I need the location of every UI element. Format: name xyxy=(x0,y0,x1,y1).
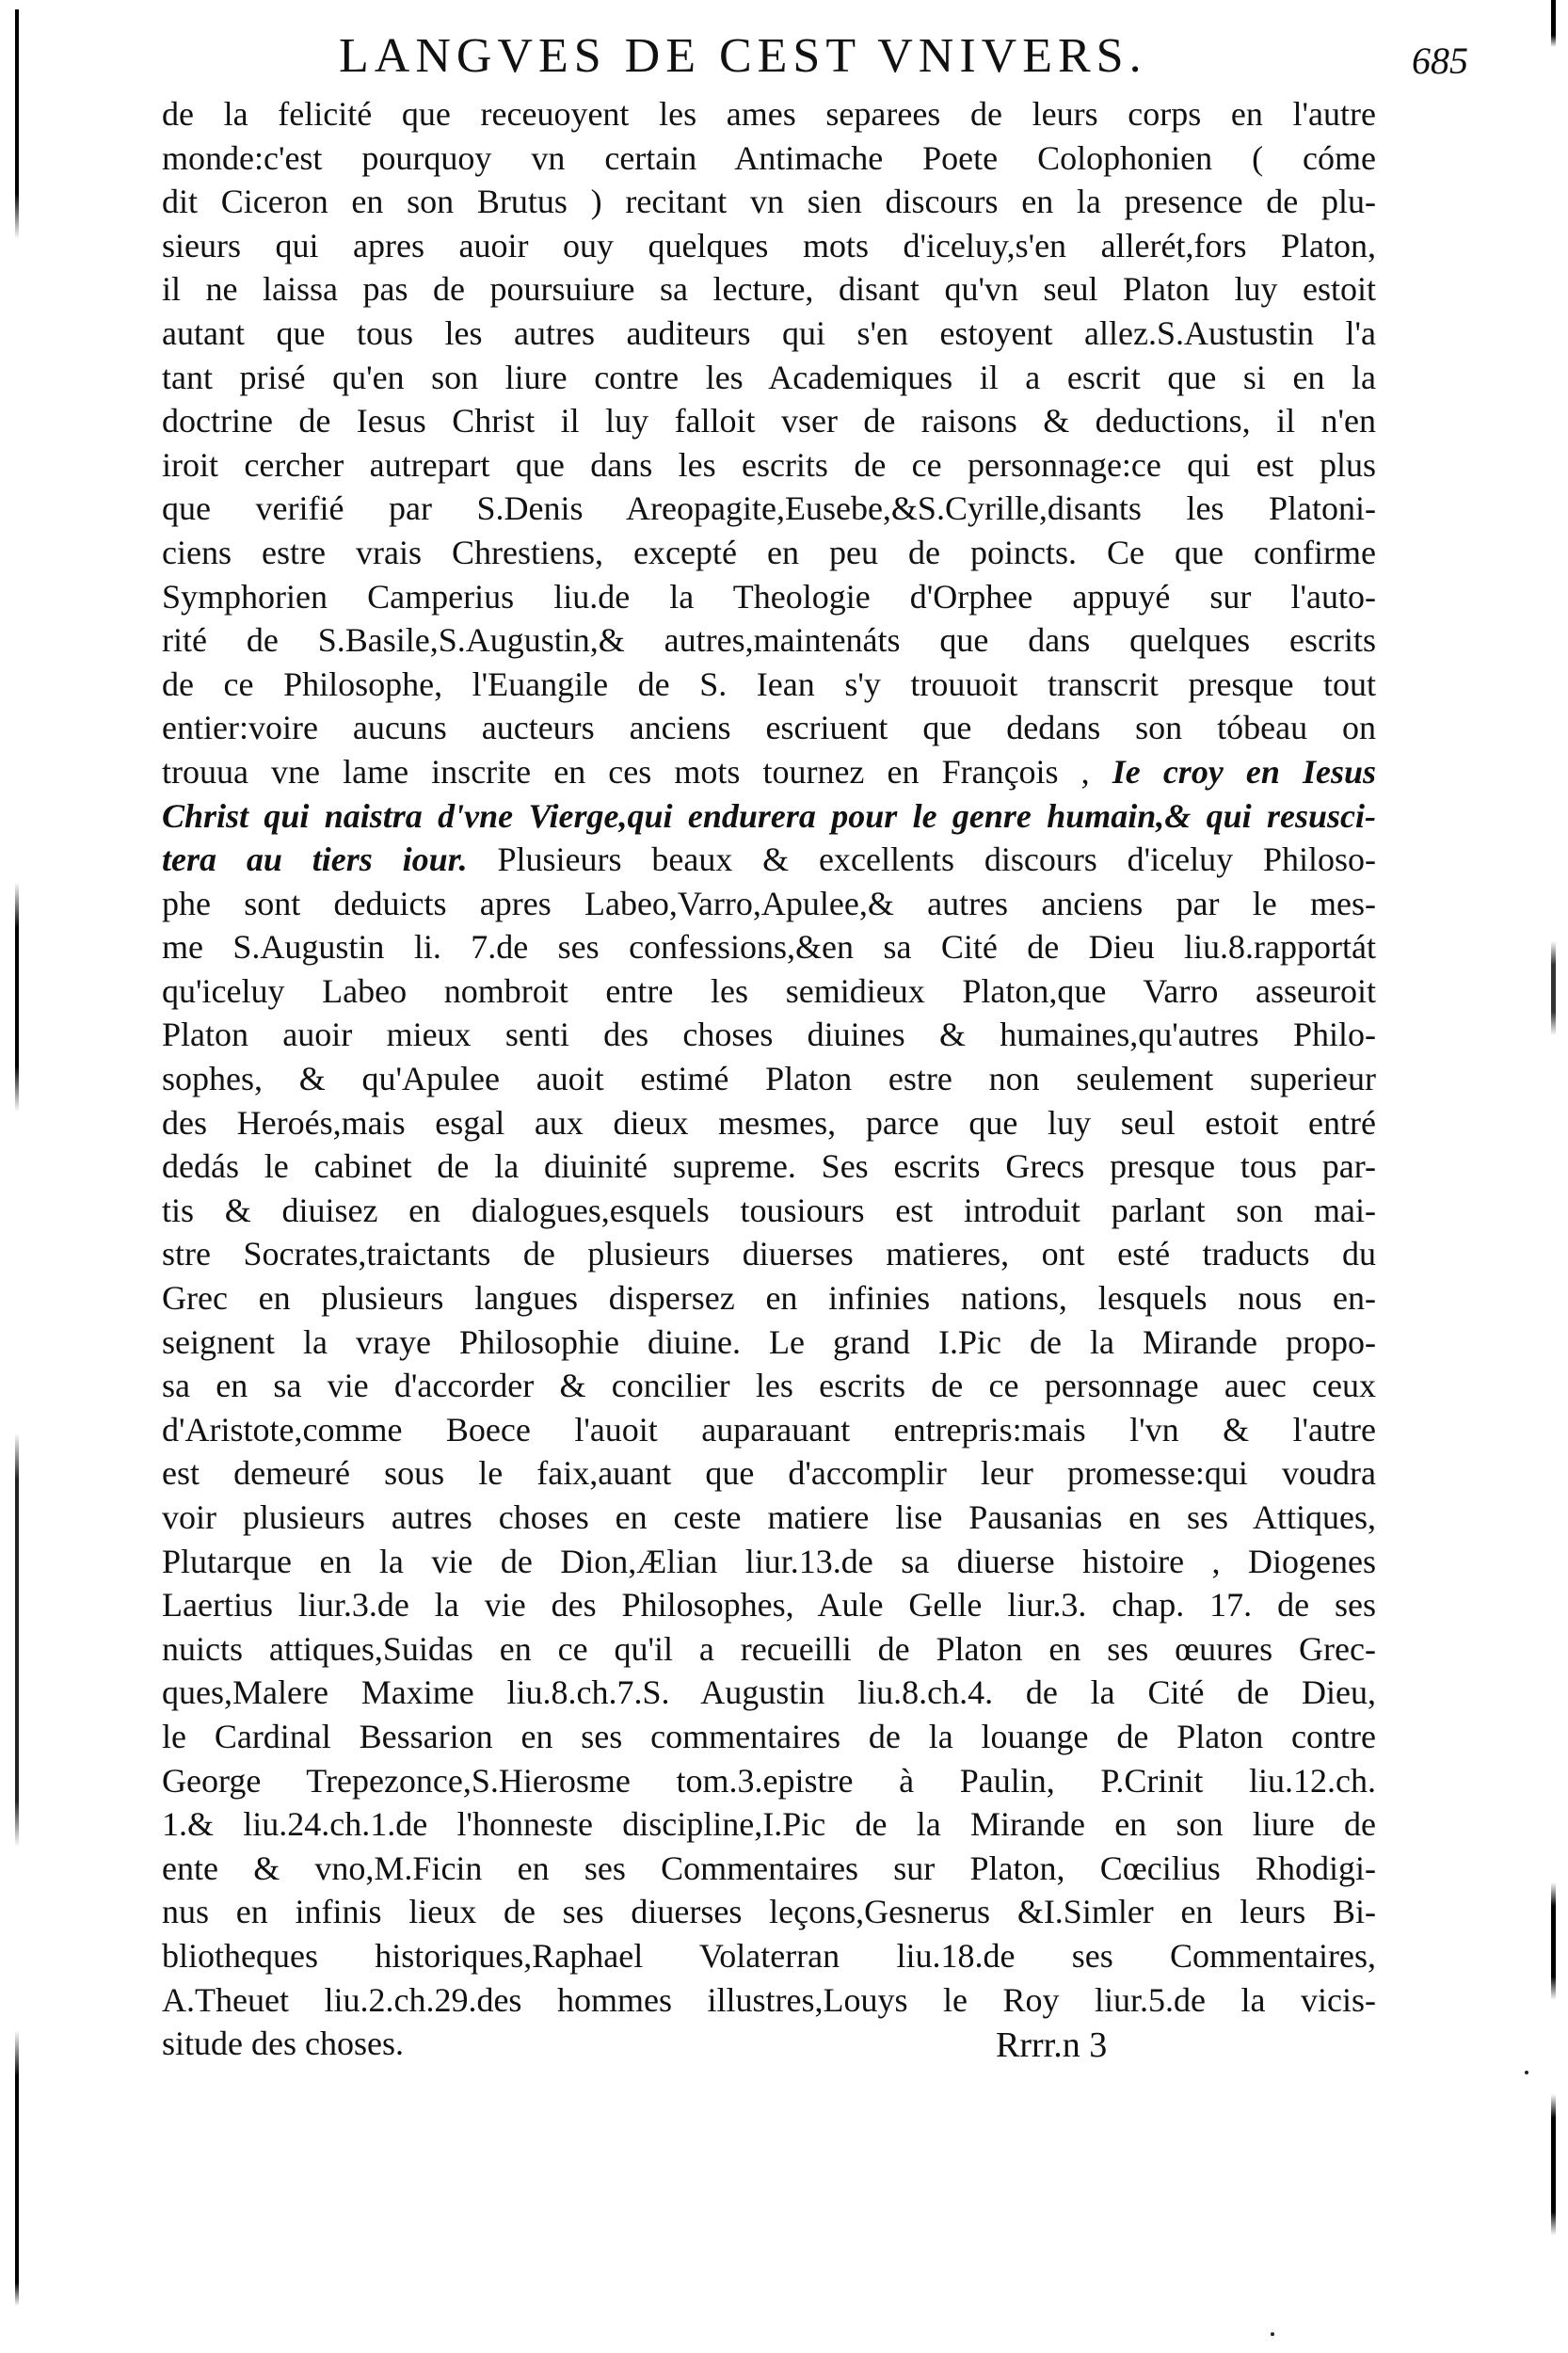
text-line xyxy=(162,794,1376,839)
text-segment: d'Aristote,comme Boece l'auoit auparauant entrepris:mais l'vn & l'autre xyxy=(162,1410,1376,1449)
text-line xyxy=(162,969,1376,1014)
text-segment: Plutarque en la vie de Dion,Ælian liur.13.de sa diuerse histoire , Diogenes xyxy=(162,1542,1376,1580)
text-line xyxy=(162,2022,1376,2066)
text-segment: de ce Philosophe, l'Euangile de S. Iean s'y trouuoit transcrit presque tout xyxy=(162,664,1376,703)
text-line xyxy=(162,618,1376,663)
text-segment: entier:voire aucuns aucteurs anciens escriuent que dedans son tóbeau on xyxy=(162,709,1376,747)
text-segment: Laertius liur.3.de la vie des Philosophes, Aule Gelle liur.3. chap. 17. de ses xyxy=(162,1586,1376,1625)
signature-mark: Rrrr.n 3 xyxy=(996,2025,1108,2065)
text-line xyxy=(162,882,1376,926)
text-line xyxy=(162,1408,1376,1452)
text-segment: seignent la vraye Philosophie diuine. Le grand I.Pic de la Mirande propo- xyxy=(162,1322,1376,1361)
text-line xyxy=(162,1890,1376,1934)
text-line xyxy=(162,92,1376,136)
text-line xyxy=(162,180,1376,224)
text-segment: tant prisé qu'en son liure contre les Academiques il a escrit que si en la xyxy=(162,358,1376,396)
text-line xyxy=(162,1802,1376,1847)
text-segment: ente & vno,M.Ficin en ses Commentaires sur Platon, Cœcilius Rhodigi- xyxy=(162,1849,1376,1887)
text-segment: 1.& liu.24.ch.1.de l'honneste discipline,I.Pic de la Mirande en son liure de xyxy=(162,1805,1376,1844)
ink-speck xyxy=(1525,2071,1528,2074)
italic-quotation: Ie croy en Iesus xyxy=(1112,752,1377,791)
text-line xyxy=(162,1276,1376,1321)
text-segment: sophes, & qu'Apulee auoit estimé Platon estre non seulement superieur xyxy=(162,1060,1376,1098)
text-segment: Symphorien Camperius liu.de la Theologie d'Orphee appuyé sur l'auto- xyxy=(162,577,1376,616)
text-segment: il ne laissa pas de poursuiure sa lecture, disant qu'vn seul Platon luy estoit xyxy=(162,270,1376,309)
ink-speck xyxy=(1271,2332,1274,2336)
text-line xyxy=(162,750,1376,794)
text-line xyxy=(162,706,1376,750)
text-line xyxy=(162,1627,1376,1672)
body-text xyxy=(162,92,1376,2066)
text-line xyxy=(162,575,1376,619)
text-segment: doctrine de Iesus Christ il luy falloit vser de raisons & deductions, il n'en xyxy=(162,402,1376,440)
text-segment: autant que tous les autres auditeurs qui s'en estoyent allez.S.Austustin l'a xyxy=(162,313,1376,352)
text-line xyxy=(162,1540,1376,1584)
text-line xyxy=(162,1013,1376,1057)
text-line xyxy=(162,1759,1376,1803)
text-segment: A.Theuet liu.2.ch.29.des hommes illustres,Louys le Roy liur.5.de la vicis- xyxy=(162,1980,1376,2019)
text-segment: nus en infinis lieux de ses diuerses leçons,Gesnerus &I.Simler en leurs Bi- xyxy=(162,1893,1376,1931)
text-line xyxy=(162,1496,1376,1540)
text-segment: iroit cercher autrepart que dans les escrits de ce personnage:ce qui est plus xyxy=(162,445,1376,484)
text-line xyxy=(162,1321,1376,1365)
text-line xyxy=(162,356,1376,400)
text-line xyxy=(162,1144,1376,1189)
text-segment: nuicts attiques,Suidas en ce qu'il a recueilli de Platon en ses œuures Grec- xyxy=(162,1629,1376,1668)
text-segment: Platon auoir mieux senti des choses diuines & humaines,qu'autres Philo- xyxy=(162,1016,1376,1054)
text-segment: stre Socrates,traictants de plusieurs diuerses matieres, ont esté traducts du xyxy=(162,1235,1376,1273)
text-segment: Plusieurs beaux & excellents discours d'iceluy Philoso- xyxy=(467,840,1377,879)
text-segment: de la felicité que receuoyent les ames separees de leurs corps en l'autre xyxy=(162,95,1376,133)
text-segment: dit Ciceron en son Brutus ) recitant vn sien discours en la presence de plu- xyxy=(162,183,1376,221)
text-line xyxy=(162,443,1376,488)
text-line xyxy=(162,1583,1376,1627)
text-line xyxy=(162,1934,1376,1978)
gutter-shadow xyxy=(15,9,19,2306)
page-edge-shadow xyxy=(1551,0,1556,2353)
text-line xyxy=(162,838,1376,882)
text-segment: sa en sa vie d'accorder & concilier les escrits de ce personnage auec ceux xyxy=(162,1367,1376,1405)
italic-quotation: tera au tiers iour. xyxy=(162,840,468,879)
running-head: LANGVES DE CEST VNIVERS. xyxy=(339,29,1147,83)
text-segment: qu'iceluy Labeo nombroit entre les semidieux Platon,que Varro asseuroit xyxy=(162,971,1376,1010)
text-line xyxy=(162,1847,1376,1891)
text-segment: phe sont deduicts apres Labeo,Varro,Apulee,& autres anciens par le mes- xyxy=(162,884,1376,922)
text-line xyxy=(162,312,1376,356)
text-line xyxy=(162,1671,1376,1715)
text-segment: voir plusieurs autres choses en ceste matiere lise Pausanias en ses Attiques, xyxy=(162,1498,1376,1536)
text-segment: tis & diuisez en dialogues,esquels tousiours est introduit parlant son mai- xyxy=(162,1191,1376,1229)
text-line xyxy=(162,925,1376,969)
text-segment: trouua vne lame inscrite en ces mots tournez en François , xyxy=(162,752,1112,791)
text-segment: Grec en plusieurs langues dispersez en infinies nations, lesquels nous en- xyxy=(162,1279,1376,1318)
text-segment: ques,Malere Maxime liu.8.ch.7.S. Augustin liu.8.ch.4. de la Cité de Dieu, xyxy=(162,1673,1376,1712)
text-segment: sieurs qui apres auoir ouy quelques mots d'iceluy,s'en allerét,fors Platon, xyxy=(162,226,1376,264)
text-line xyxy=(162,531,1376,575)
text-segment: est demeuré sous le faix,auant que d'accomplir leur promesse:qui voudra xyxy=(162,1454,1376,1493)
text-line xyxy=(162,136,1376,181)
text-segment: rité de S.Basile,S.Augustin,& autres,maintenáts que dans quelques escrits xyxy=(162,621,1376,660)
text-line xyxy=(162,1715,1376,1759)
text-segment: dedás le cabinet de la diuinité supreme. Ses escrits Grecs presque tous par- xyxy=(162,1147,1376,1186)
text-line xyxy=(162,487,1376,531)
text-line xyxy=(162,1364,1376,1408)
text-line xyxy=(162,1451,1376,1496)
text-segment: des Heroés,mais esgal aux dieux mesmes, parce que luy seul estoit entré xyxy=(162,1103,1376,1142)
text-segment: monde:c'est pourquoy vn certain Antimache Poete Colophonien ( cóme xyxy=(162,138,1376,177)
text-line xyxy=(162,267,1376,312)
text-line xyxy=(162,1189,1376,1233)
text-segment: bliotheques historiques,Raphael Volaterran liu.18.de ses Commentaires, xyxy=(162,1936,1376,1975)
italic-quotation: Christ qui naistra d'vne Vierge,qui endurera pour le genre humain,& qui resusci- xyxy=(162,796,1376,835)
page-number: 685 xyxy=(1412,40,1468,82)
text-line xyxy=(162,663,1376,707)
text-line xyxy=(162,1232,1376,1276)
text-segment: ciens estre vrais Chrestiens, excepté en peu de poincts. Ce que confirme xyxy=(162,533,1376,571)
text-segment: me S.Augustin li. 7.de ses confessions,&en sa Cité de Dieu liu.8.rapportát xyxy=(162,928,1376,967)
text-line xyxy=(162,1101,1376,1145)
text-segment: George Trepezonce,S.Hierosme tom.3.epistre à Paulin, P.Crinit liu.12.ch. xyxy=(162,1761,1376,1800)
text-line xyxy=(162,399,1376,443)
text-segment: que verifié par S.Denis Areopagite,Eusebe,&S.Cyrille,disants les Platoni- xyxy=(162,489,1376,528)
text-line xyxy=(162,1978,1376,2023)
text-segment: situde des choses. xyxy=(162,2025,404,2063)
text-line xyxy=(162,224,1376,268)
text-segment: le Cardinal Bessarion en ses commentaires de la louange de Platon contre xyxy=(162,1717,1376,1755)
text-line xyxy=(162,1057,1376,1101)
